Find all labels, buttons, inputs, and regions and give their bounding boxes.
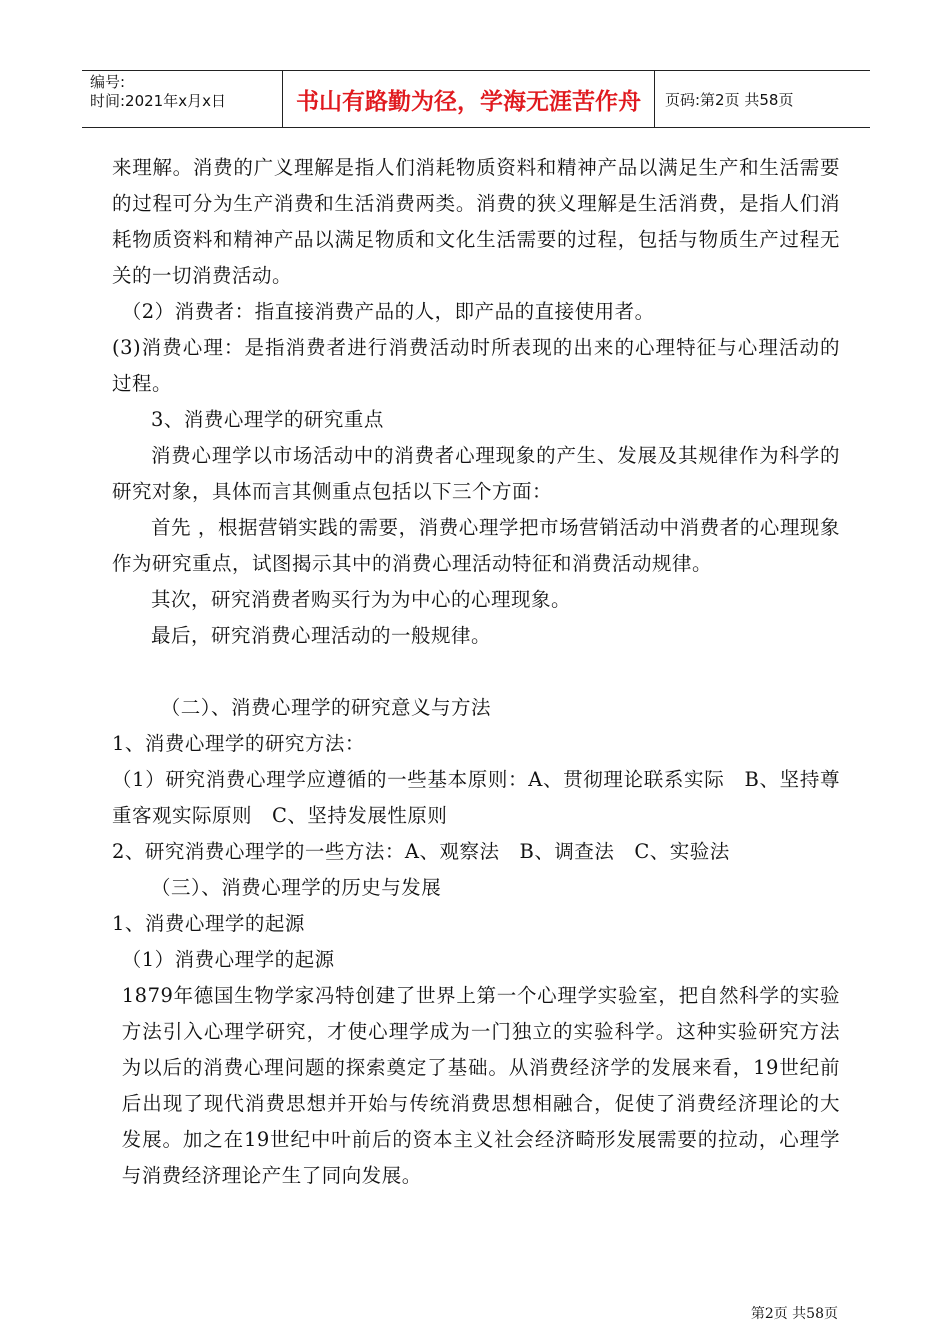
paragraph-consumer-definition: （2）消费者：指直接消费产品的人，即产品的直接使用者。: [121, 300, 655, 323]
paragraph-consumer-psychology-definition: (3)消费心理：是指消费者进行消费活动时所表现的出来的心理特征与心理活动的过程。: [112, 336, 840, 395]
paragraph-second-point: 其次，研究消费者购买行为为中心的心理现象。: [151, 588, 572, 611]
header-meta: [82, 71, 282, 127]
paragraph-first-point: 首先 ，根据营销实践的需要，消费心理学把市场营销活动中消费者的心理现象作为研究重点，试图揭示其中的消费心理活动特征和消费活动规律。: [112, 516, 840, 575]
document-time-label: 时间:2021年x月x日: [90, 92, 226, 110]
section-heading-history-development: （三）、消费心理学的历史与发展: [151, 876, 442, 899]
paragraph-research-object: 消费心理学以市场活动中的消费者心理现象的产生、发展及其规律作为科学的研究对象，具体而言其侧重点包括以下三个方面：: [112, 444, 840, 503]
header-page-number: 页码:第2页 共58页: [665, 90, 794, 109]
subheading-origin: 1、消费心理学的起源: [112, 912, 305, 935]
paragraph-methods-list: 2、研究消费心理学的一些方法：A、观察法 B、调查法 C、实验法: [112, 840, 730, 863]
paragraph-basic-principles: （1）研究消费心理学应遵循的一些基本原则：A、贯彻理论联系实际 B、坚持尊重客观实际原则 C、坚持发展性原则: [112, 768, 840, 827]
document-number-label: 编号:: [90, 73, 126, 91]
page-header: [82, 70, 870, 128]
header-motto: 书山有路勤为径，学海无涯苦作舟: [282, 71, 655, 127]
paragraph-consumption-definition: 来理解。消费的广义理解是指人们消耗物质资料和精神产品以满足生产和生活需要的过程可分为生产消费和生活消费两类。消费的狭义理解是生活消费，是指人们消耗物质资料和精神产品以满足物质和文化生活需要的过程，包括与物质生产过程无关的一切消费活动。: [112, 156, 840, 287]
page-footer: 第2页 共58页: [750, 1306, 838, 1322]
paragraph-history-wundt: 1879年德国生物学家冯特创建了世界上第一个心理学实验室，把自然科学的实验方法引入心理学研究，才使心理学成为一门独立的实验科学。这种实验研究方法为以后的消费心理问题的探索奠定了基础。从消费经济学的发展来看，19世纪前后出现了现代消费思想并开始与传统消费思想相融合，促使了消费经济理论的大发展。加之在19世纪中叶前后的资本主义社会经济畸形发展需要的拉动，心理学与消费经济理论产生了同向发展。: [121, 984, 840, 1187]
spacer: [112, 654, 840, 690]
subheading-origin-detail: （1）消费心理学的起源: [121, 948, 335, 971]
section-heading-research-focus: 3、消费心理学的研究重点: [151, 408, 384, 431]
paragraph-third-point: 最后，研究消费心理活动的一般规律。: [151, 624, 492, 647]
section-heading-significance-methods: （二）、消费心理学的研究意义与方法: [160, 696, 492, 719]
subheading-research-methods: 1、消费心理学的研究方法：: [112, 732, 365, 755]
document-body: [112, 150, 840, 1194]
